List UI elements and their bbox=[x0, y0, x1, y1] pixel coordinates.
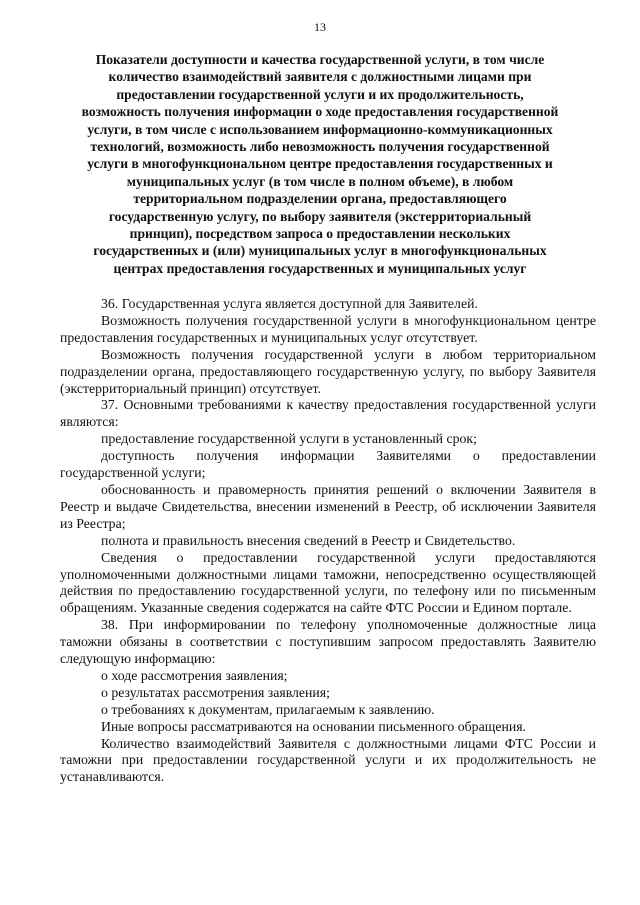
list-item: доступность получения информации Заявителями о предоставлении государственной услуги; bbox=[60, 448, 596, 481]
list-item: полнота и правильность внесения сведений в Реестр и Свидетельство. bbox=[101, 532, 516, 548]
list-item: о требованиях к документам, прилагаемым к заявлению. bbox=[101, 701, 435, 717]
title-line: государственную услугу, по выбору заявителя (экстерриториальный bbox=[108, 208, 532, 224]
paragraph: Иные вопросы рассматриваются на основании письменного обращения. bbox=[101, 718, 527, 734]
title-line: количество взаимодействий заявителя с должностными лицами при bbox=[108, 69, 532, 85]
title-line: центрах предоставления государственных и муниципальных услуг bbox=[113, 260, 527, 276]
title-line: услуги в многофункциональном центре предоставления государственных и bbox=[87, 156, 553, 172]
title-line: предоставлении государственной услуги и их продолжительность, bbox=[116, 86, 524, 102]
paragraph-37: 37. Основными требованиями к качеству предоставления государственной услуги являются: bbox=[60, 397, 596, 430]
section-title bbox=[60, 51, 580, 277]
title-line: услуги, в том числе с использованием информационно-коммуникационных bbox=[87, 121, 553, 137]
paragraph-38: 38. При информировании по телефону уполномоченные должностные лица таможни обязаны в соответствии с поступившим запросом предоставлять Заявителю следующую информацию: bbox=[60, 617, 596, 667]
paragraph: Количество взаимодействий Заявителя с должностными лицами ФТС России и таможни при предоставлении государственной услуги и их продолжительность не устанавливаются. bbox=[60, 735, 596, 785]
title-line: Показатели доступности и качества государственной услуги, в том числе bbox=[95, 52, 545, 67]
title-line: технологий, возможность либо невозможность получения государственной bbox=[90, 139, 550, 155]
paragraph-36: 36. Государственная услуга является доступной для Заявителей. bbox=[101, 296, 478, 311]
paragraph: Возможность получения государственной услуги в многофункциональном центре предоставления государственных и муниципальных услуг отсутствует. bbox=[60, 312, 596, 345]
body-text bbox=[60, 296, 596, 786]
list-item: предоставление государственной услуги в установленный срок; bbox=[101, 431, 477, 447]
title-line: муниципальных услуг (в том числе в полном объеме), в любом bbox=[126, 173, 514, 189]
paragraph: Сведения о предоставлении государственной услуги предоставляются уполномоченными должностными лицами таможни, непосредственно осуществляющей действия по предоставлению государственной услуги, по телефону или по письменным обращениям. Указанные сведения содержатся на сайте ФТС России и Едином портале. bbox=[60, 549, 596, 616]
list-item: о ходе рассмотрения заявления; bbox=[101, 667, 288, 683]
title-line: принцип), посредством запроса о предоставлении нескольких bbox=[129, 226, 511, 242]
title-line: территориальном подразделении органа, предоставляющего bbox=[133, 191, 507, 207]
list-item: о результатах рассмотрения заявления; bbox=[101, 684, 330, 700]
page-number: 13 bbox=[314, 20, 326, 34]
title-line: государственных и (или) муниципальных услуг в многофункциональных bbox=[93, 243, 547, 259]
list-item: обоснованность и правомерность принятия решений о включении Заявителя в Реестр и выдаче Свидетельства, внесении изменений в Реестр, об исключении Заявителя из Реестра; bbox=[60, 481, 596, 531]
title-line: возможность получения информации о ходе предоставления государственной bbox=[81, 104, 559, 120]
paragraph: Возможность получения государственной услуги в любом территориальном подразделении органа, предоставляющего государственную услугу, по выбору Заявителя (экстерриториальный принцип) отсутствует. bbox=[60, 346, 596, 396]
